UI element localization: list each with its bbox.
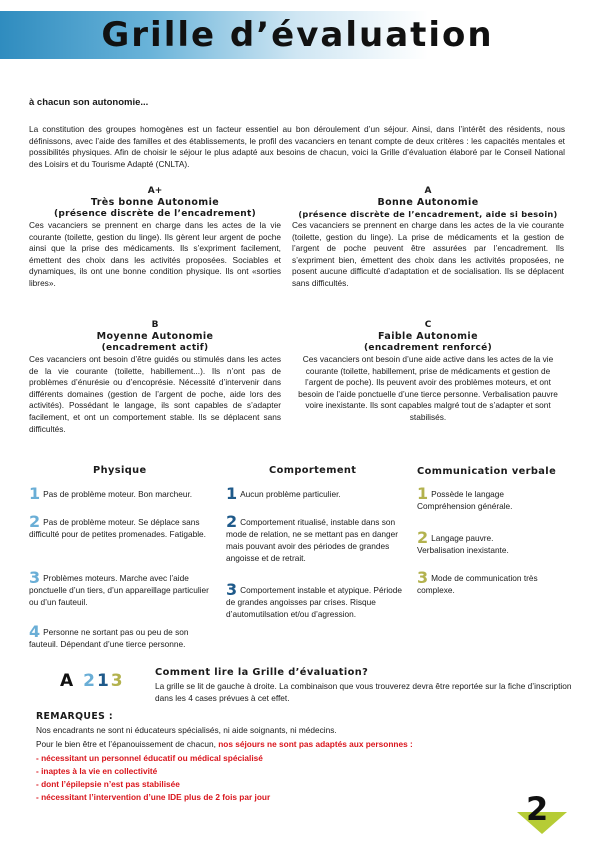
communication-item-3 [417, 568, 557, 596]
level-digit: 3 [417, 568, 429, 587]
comportement-item-1 [226, 484, 406, 503]
remarks-line-2 [36, 738, 413, 750]
level-code: B [151, 320, 159, 330]
intro-heading: à chacun son autonomie... [29, 97, 149, 108]
comportement-item-3 [226, 580, 406, 620]
physique-heading: Physique [93, 465, 147, 476]
level-code: A [424, 186, 432, 196]
level-digit: 3 [226, 580, 238, 599]
item-text: Aucun problème particulier. [240, 489, 341, 499]
communication-item-1 [417, 484, 542, 512]
level-c [292, 320, 564, 424]
level-a-plus [29, 186, 281, 290]
remarks-line-1: Nos encadrants ne sont ni éducateurs spécialisés, ni aide soignants, ni médecins. [36, 725, 337, 735]
remark-bullet-2: - inaptes à la vie en collectivité [36, 766, 158, 776]
item-text: Comportement instable et atypique. Période de grandes angoisses par crises. Risque d’automutilsation et/ou d’agression. [226, 585, 403, 619]
level-digit: 4 [29, 622, 41, 641]
remarks-line-2-plain: Pour le bien être et l’épanouissement de chacun, [36, 739, 219, 749]
example-digit-physique: 2 [83, 671, 97, 691]
example-code [60, 671, 125, 691]
item-text: Mode de communication très complexe. [417, 573, 538, 595]
physique-item-2 [29, 512, 209, 540]
level-subtitle: (présence discrète de l’encadrement) [53, 208, 257, 219]
level-description: Ces vacanciers ont besoin d’une aide active dans les actes de la vie courante (toilette, habillement, prise de médicaments et gestion de l’argent de poche). Ils peuvent avoir des problèmes moteurs, et ont besoin de l’aide ponctuelle d’une tierce personne. Verbalisation pauvre voire inexistante. Ils sont capables malgré tout de s’adapter et sont stabilisés. [298, 354, 558, 422]
communication-item-2 [417, 528, 542, 556]
level-description: Ces vacanciers ont besoin d’être guidés ou stimulés dans les actes de la vie courante (toilette, habillement...). Ils n’ont pas de problèmes d’énurésie ou d’encoprésie. Nécessité d’intervenir dans différents domaines (gestion de l’argent de poche, aide lors des activités). Possédant le langage, ils sont capables de s’adapter facilement, et ont un comportement stable. Ils se déplacent sans difficultés. [29, 354, 281, 434]
example-digit-comportement: 1 [96, 671, 111, 691]
comportement-heading: Comportement [269, 465, 357, 476]
level-name: Très bonne Autonomie [90, 197, 220, 208]
level-code: A+ [147, 186, 163, 196]
level-digit: 1 [29, 484, 41, 503]
level-digit: 1 [417, 484, 429, 503]
level-subtitle: (encadrement actif) [101, 342, 209, 353]
example-letter: A [60, 671, 76, 691]
level-digit: 2 [29, 512, 41, 531]
item-text: Problèmes moteurs. Marche avec l’aide ponctuelle d’un tiers, d’un appareillage particulier ou d’un fauteuil. [29, 573, 209, 607]
level-digit: 3 [29, 568, 41, 587]
level-subtitle: (présence discrète de l’encadrement, aide si besoin) [298, 208, 558, 219]
level-digit: 2 [226, 512, 238, 531]
example-digit-communication: 3 [110, 671, 125, 691]
intro-paragraph: La constitution des groupes homogènes est un facteur essentiel au bon déroulement d’un séjour. Ainsi, dans l’intérêt des résidents, nous définissons, avec l’aide des familles et des établissements, le profil des vacanciers en tenant compte de deux critères : les capacités mentales et possibilités physiques. Afin de choisir le séjour le plus adapté aux besoins de chacun, voici la Grille d’évaluation élaboré par le Conseil National des Loisirs et du Tourisme Adapté (CNLTA). [29, 124, 565, 169]
level-description: Ces vacanciers se prennent en charge dans les actes de la vie courante (toilette, gestion du linge). Ils gèrent leur argent de poche ainsi que la prise des médicaments. Ils s’expriment facilement, émettent des choix dans les activités proposées. Sociables et dynamiques, ils ont une bonne condition physique. Ils ont «sorties libres». [29, 220, 281, 288]
comportement-item-2 [226, 512, 402, 564]
item-text: Comportement ritualisé, instable dans son mode de relation, ne se mettant pas en danger mais pouvant avoir des périodes de grandes angoisse et de retrait. [226, 517, 399, 563]
level-b [29, 320, 281, 435]
level-a [292, 186, 564, 290]
physique-item-3 [29, 568, 214, 608]
remark-bullet-3: - dont l’épilepsie n’est pas stabilisée [36, 779, 180, 789]
physique-item-4 [29, 622, 214, 650]
remarks-line-2-warning: nos séjours ne sont pas adaptés aux personnes : [218, 739, 413, 749]
level-name: Moyenne Autonomie [96, 331, 214, 342]
page-number: 2 [526, 790, 549, 828]
remarks-heading: REMARQUES : [36, 711, 113, 722]
item-text: Personne ne sortant pas ou peu de son fauteuil. Dépendant d’une tierce personne. [29, 627, 189, 649]
level-code: C [424, 320, 432, 330]
remark-bullet-1: - nécessitant un personnel éducatif ou médical spécialisé [36, 753, 263, 763]
level-digit: 2 [417, 528, 429, 547]
how-to-heading: Comment lire la Grille d’évaluation? [155, 667, 369, 678]
how-to-text: La grille se lit de gauche à droite. La combinaison que vous trouverez devra être reportée sur la fiche d’inscription dans les 4 cases prévues à cet effet. [155, 681, 572, 703]
level-name: Bonne Autonomie [377, 197, 479, 208]
communication-heading: Communication verbale [417, 466, 557, 477]
level-description: Ces vacanciers se prennent en charge dans les actes de la vie courante (toilette, gestion du linge). La prise de médicaments et la gestion de l’argent de poche peuvent être assurées par l’encadrement. Ils s’expriment bien, émettent des choix dans les activités proposées, ne posent aucune difficulté d’adaptation et de socialisation. Ils se déplacent sans difficultés. [292, 220, 564, 288]
item-text: Possède le langage Compréhension générale. [417, 489, 513, 511]
physique-item-1 [29, 484, 214, 503]
item-text: Pas de problème moteur. Se déplace sans difficulté pour de petites promenades. Fatigable. [29, 517, 206, 539]
level-subtitle: (encadrement renforcé) [364, 342, 492, 353]
item-text: Pas de problème moteur. Bon marcheur. [43, 489, 193, 499]
item-text: Langage pauvre. Verbalisation inexistante. [417, 533, 509, 555]
page-title: Grille d’évaluation [101, 15, 494, 55]
level-digit: 1 [226, 484, 238, 503]
remark-bullet-4: - nécessitant l’intervention d’une IDE plus de 2 fois par jour [36, 792, 271, 802]
level-name: Faible Autonomie [378, 331, 478, 342]
